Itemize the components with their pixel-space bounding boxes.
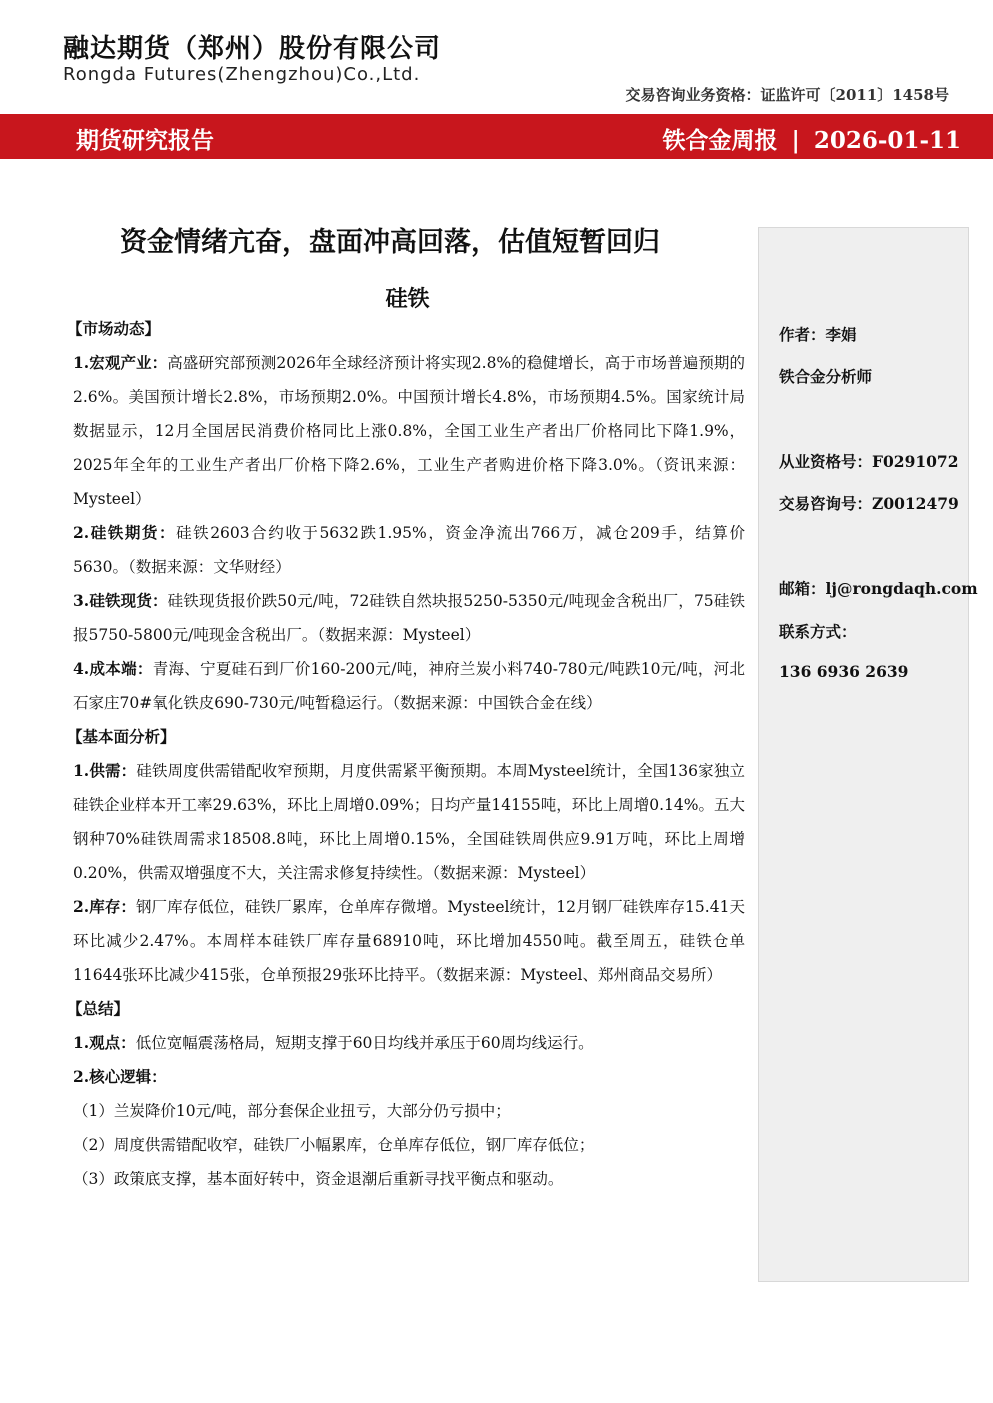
- banner-report-category: 期货研究报告: [76, 127, 214, 154]
- item-label: 1.供需：: [73, 761, 137, 780]
- author-sidebar: [758, 227, 978, 1282]
- item-label: 4.成本端：: [73, 659, 153, 678]
- banner-date: 2026-01-11: [813, 127, 961, 154]
- market-item-futures: [73, 516, 745, 584]
- fundamental-item-supply-demand: [73, 754, 745, 890]
- item-label: 2.库存：: [73, 897, 136, 916]
- section-heading-summary: 【总结】: [67, 999, 130, 1018]
- company-name-en: Rongda Futures(Zhengzhou)Co.,Ltd.: [63, 64, 421, 85]
- section-heading-fundamental: 【基本面分析】: [67, 727, 176, 746]
- report-subtitle: 硅铁: [385, 286, 430, 312]
- summary-logic-item: （1）兰炭降价10元/吨，部分套保企业扭亏，大部分仍亏损中；: [73, 1102, 511, 1120]
- consult-number: 交易咨询号：Z0012479: [779, 494, 959, 513]
- item-text: 低位宽幅震荡格局，短期支撑于60日均线并承压于60周均线运行。: [135, 1034, 594, 1052]
- summary-view: [73, 1026, 745, 1060]
- contact-phone: 136 6936 2639: [779, 662, 909, 681]
- market-item-macro: [73, 346, 745, 516]
- author-name: 作者：李娟: [779, 325, 857, 344]
- item-label: 3.硅铁现货：: [73, 591, 168, 610]
- banner-report-info: [663, 122, 962, 155]
- company-name-cn: 融达期货（郑州）股份有限公司: [63, 34, 442, 64]
- summary-logic-item: （2）周度供需错配收窄，硅铁厂小幅累库，仓单库存低位，钢厂库存低位；: [73, 1136, 595, 1154]
- section-heading-market: 【市场动态】: [67, 319, 161, 338]
- market-item-spot: [73, 584, 745, 652]
- qualification-number: 从业资格号：F0291072: [779, 452, 959, 471]
- item-text: 钢厂库存低位，硅铁厂累库，仓单库存微增。Mysteel统计，12月钢厂硅铁库存15.41天环比减少2.47%。本周样本硅铁厂库存量68910吨，环比增加4550吨。截至周五，硅铁仓单11644张环比减少415张，仓单预报29张环比持平。（数据来源：Mysteel、郑州商品交易所）: [73, 898, 745, 984]
- item-text: 硅铁2603合约收于5632跌1.95%，资金净流出766万，减仓209手，结算价5630。（数据来源：文华财经）: [73, 524, 745, 576]
- fundamental-item-inventory: [73, 890, 745, 992]
- item-text: 青海、宁夏硅石到厂价160-200元/吨，神府兰炭小料740-780元/吨跌10元/吨，河北石家庄70#氧化铁皮690-730元/吨暂稳运行。（数据来源：中国铁合金在线）: [73, 660, 745, 712]
- item-label: 1.观点：: [73, 1033, 136, 1052]
- item-label: 1.宏观产业：: [73, 353, 168, 372]
- market-item-cost: [73, 652, 745, 720]
- report-title: 资金情绪亢奋，盘面冲高回落，估值短暂回归: [120, 227, 660, 258]
- item-label: 2.硅铁期货：: [73, 523, 177, 542]
- main-content: [67, 312, 745, 1196]
- summary-logic-item: （3）政策底支撑，基本面好转中，资金退潮后重新寻找平衡点和驱动。: [73, 1170, 564, 1188]
- item-text: 高盛研究部预测2026年全球经济预计将实现2.8%的稳健增长，高于市场普遍预期的2.6%。美国预计增长2.8%，市场预期2.0%。中国预计增长4.8%，市场预期4.5%。国家统计局数据显示，12月全国居民消费价格同比上涨0.8%，全国工业生产者出厂价格同比下降1.9%，2025年全年的工业生产者出厂价格下降2.6%，工业生产者购进价格下降3.0%。（资讯来源：Mysteel）: [73, 354, 745, 508]
- header-banner: [0, 114, 993, 159]
- item-text: 硅铁现货报价跌50元/吨，72硅铁自然块报5250-5350元/吨现金含税出厂，75硅铁报5750-5800元/吨现金含税出厂。（数据来源：Mysteel）: [73, 592, 745, 644]
- contact-label: 联系方式：: [779, 622, 857, 641]
- license-text: 交易咨询业务资格：证监许可〔2011〕1458号: [625, 86, 949, 104]
- summary-logic-label: 2.核心逻辑：: [73, 1067, 167, 1086]
- author-email[interactable]: 邮箱：lj@rongdaqh.com: [779, 579, 978, 598]
- author-role: 铁合金分析师: [779, 367, 873, 386]
- banner-report-type: 铁合金周报: [662, 127, 778, 154]
- banner-separator: |: [791, 127, 800, 154]
- item-text: 硅铁周度供需错配收窄预期，月度供需紧平衡预期。本周Mysteel统计，全国136家独立硅铁企业样本开工率29.63%，环比上周增0.09%；日均产量14155吨，环比上周增0.14%。五大钢种70%硅铁周需求18508.8吨，环比上周增0.15%，全国硅铁周供应9.91万吨，环比上周增0.20%，供需双增强度不大，关注需求修复持续性。（数据来源：Mysteel）: [73, 762, 745, 882]
